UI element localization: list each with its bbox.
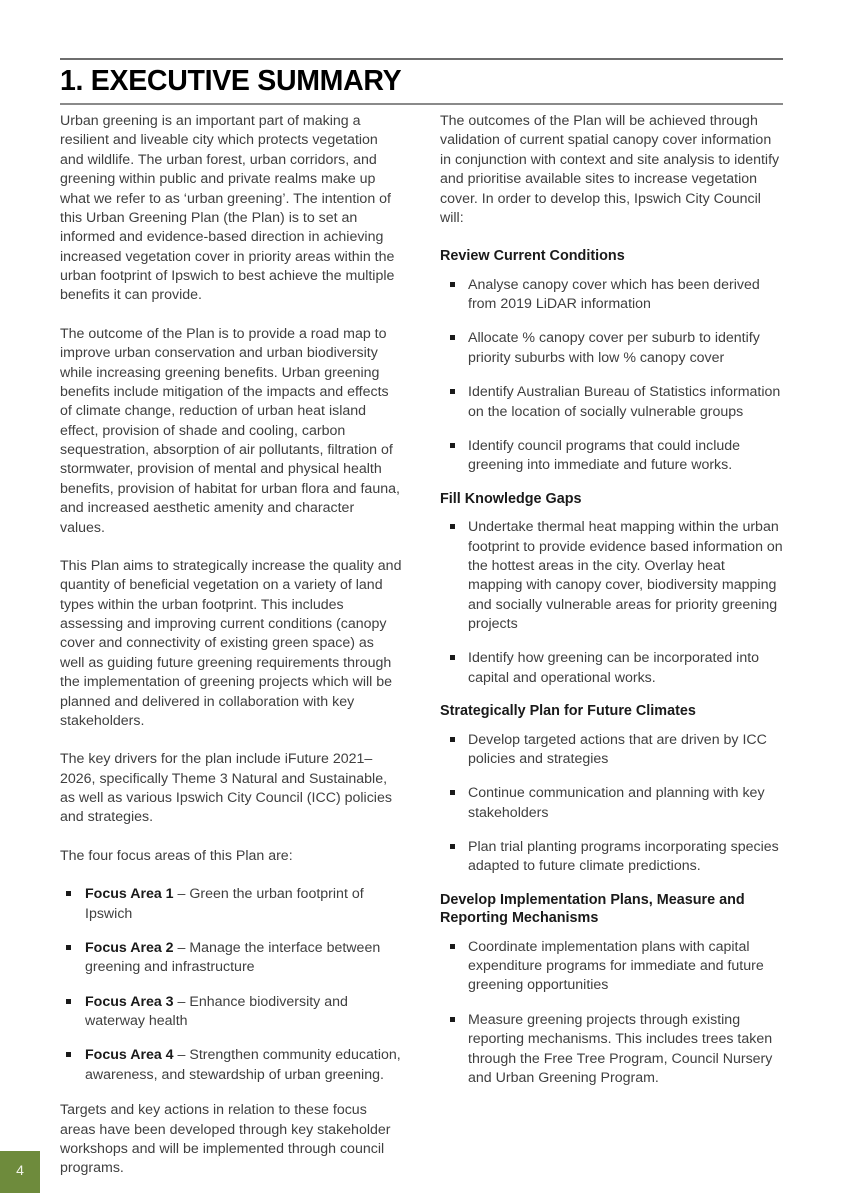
list-item-text: Plan trial planting programs incorporating species adapted to future climate predictions.	[468, 839, 779, 875]
list-item-text: Undertake thermal heat mapping within the urban footprint to provide evidence based information on the hottest areas in the city. Overlay heat mapping with canopy cover, biodiversity mapping and socially vulnerable areas for priority greening projects	[468, 519, 783, 632]
list-item-text: Analyse canopy cover which has been derived from 2019 LiDAR information	[468, 276, 760, 313]
section-heading-develop-implementation-plans: Develop Implementation Plans, Measure and Reporting Mechanisms	[440, 891, 745, 927]
list-item-text: Continue communication and planning with key stakeholders	[468, 785, 765, 821]
square-bullet-icon	[66, 1052, 71, 1057]
list-item	[440, 1011, 783, 1089]
list-item-text: Identify how greening can be incorporated into capital and operational works.	[468, 650, 760, 686]
list-item-text: Allocate % canopy cover per suburb to identify priority suburbs with low % canopy cover	[468, 330, 760, 366]
square-bullet-icon	[450, 443, 455, 448]
focus-area-text: – Green the urban footprint of Ipswich	[85, 886, 364, 922]
page-number: 4	[16, 1162, 24, 1178]
square-bullet-icon	[450, 944, 455, 949]
square-bullet-icon	[450, 1017, 455, 1022]
paragraph-outcomes-intro: The outcomes of the Plan will be achieved through validation of current spatial canopy cover information in conjunction with context and site analysis to identify and prioritise available sites to increase vegetation cover. In order to develop this, Ipswich City Council will:	[440, 113, 780, 226]
square-bullet-icon	[66, 891, 71, 896]
page-number-tab	[0, 1151, 40, 1193]
square-bullet-icon	[450, 335, 455, 340]
square-bullet-icon	[450, 790, 455, 795]
square-bullet-icon	[450, 655, 455, 660]
square-bullet-icon	[450, 524, 455, 529]
paragraph-intro: Urban greening is an important part of making a resilient and liveable city which protects vegetation and wildlife. The urban forest, urban corridors, and greening within public and private realms make up what we refer to as ‘urban greening’. The intention of this Urban Greening Plan (the Plan) is to set an informed and evidence-based direction in achieving increased vegetation cover in priority areas within the urban footprint of Ipswich to best achieve the multiple benefits it can provide.	[60, 113, 395, 304]
section-heading-fill-knowledge-gaps: Fill Knowledge Gaps	[440, 490, 582, 507]
focus-area-label: Focus Area 1	[85, 886, 174, 903]
fill-knowledge-gaps-list	[440, 518, 783, 688]
list-item	[60, 993, 402, 1032]
list-item-text: Identify Australian Bureau of Statistics information on the location of socially vulnerable groups	[468, 384, 781, 420]
list-item-text: Develop targeted actions that are driven by ICC policies and strategies	[468, 731, 767, 767]
paragraph-closing: Targets and key actions in relation to these focus areas have been developed through key stakeholder workshops and will be implemented through council programs.	[60, 1102, 391, 1177]
focus-area-label: Focus Area 4	[85, 1047, 174, 1064]
square-bullet-icon	[66, 945, 71, 950]
list-item-text: Identify council programs that could include greening into immediate and future works.	[468, 437, 741, 474]
focus-area-label: Focus Area 3	[85, 993, 174, 1010]
section-heading-strategically-plan-for-future-climates: Strategically Plan for Future Climates	[440, 703, 696, 720]
paragraph-focus-areas-lead: The four focus areas of this Plan are:	[60, 847, 293, 864]
list-item-text: Measure greening projects through existing reporting mechanisms. This includes trees taken through the Free Tree Program, Council Nursery and Urban Greening Program.	[468, 1011, 773, 1086]
focus-area-text: – Enhance biodiversity and waterway health	[85, 993, 348, 1029]
list-item	[440, 938, 783, 996]
content-columns	[60, 112, 783, 1179]
paragraph-key-drivers: The key drivers for the plan include iFuture 2021–2026, specifically Theme 3 Natural and Sustainable, as well as various Ipswich City Council (ICC) policies and strategies.	[60, 751, 392, 826]
square-bullet-icon	[450, 844, 455, 849]
square-bullet-icon	[450, 282, 455, 287]
list-item	[60, 885, 402, 924]
page-title: 1. EXECUTIVE SUMMARY	[60, 65, 402, 97]
paragraph-plan-aims: This Plan aims to strategically increase the quality and quantity of beneficial vegetation on a variety of land types within the urban footprint. This includes assessing and improving current conditions (canopy cover and connectivity of existing green space) as well as guiding future greening requirements through the implementation of greening projects which will be planned and delivered in collaboration with key stakeholders.	[60, 557, 402, 729]
paragraph-outcome: The outcome of the Plan is to provide a road map to improve urban conservation and urban biodiversity while increasing greening benefits. Urban greening benefits include mitigation of the impacts and effects of climate change, reduction of urban heat island effect, provision of shade and cooling, carbon sequestration, absorption of air pollutants, filtration of stormwater, provision of mental and physical health benefits, provision of habitat for urban flora and fauna, and increased aesthetic amenity and character values.	[60, 325, 400, 536]
strategically-plan-list	[440, 731, 783, 877]
square-bullet-icon	[450, 389, 455, 394]
list-item	[440, 838, 783, 877]
list-item	[440, 276, 783, 315]
focus-area-label: Focus Area 2	[85, 939, 174, 956]
list-item	[440, 649, 783, 688]
list-item	[440, 329, 783, 368]
focus-area-text: – Strengthen community education, awareness, and stewardship of urban greening.	[85, 1047, 401, 1083]
list-item	[60, 939, 402, 978]
square-bullet-icon	[450, 737, 455, 742]
section-heading-review-current-conditions: Review Current Conditions	[440, 248, 625, 265]
page-header	[60, 58, 783, 105]
list-item	[440, 518, 783, 634]
list-item	[440, 731, 783, 770]
title-rule-bottom	[60, 103, 783, 105]
list-item-text: Coordinate implementation plans with capital expenditure programs for immediate and future greening opportunities	[468, 938, 764, 994]
list-item	[440, 383, 783, 422]
review-current-conditions-list	[440, 276, 783, 476]
square-bullet-icon	[66, 999, 71, 1004]
develop-implementation-plans-list	[440, 938, 783, 1089]
left-column	[60, 112, 402, 1179]
list-item	[440, 784, 783, 823]
focus-area-text: – Manage the interface between greening and infrastructure	[85, 939, 381, 976]
list-item	[60, 1046, 402, 1085]
focus-area-list	[60, 885, 402, 1085]
right-column	[440, 112, 783, 1179]
list-item	[440, 437, 783, 476]
